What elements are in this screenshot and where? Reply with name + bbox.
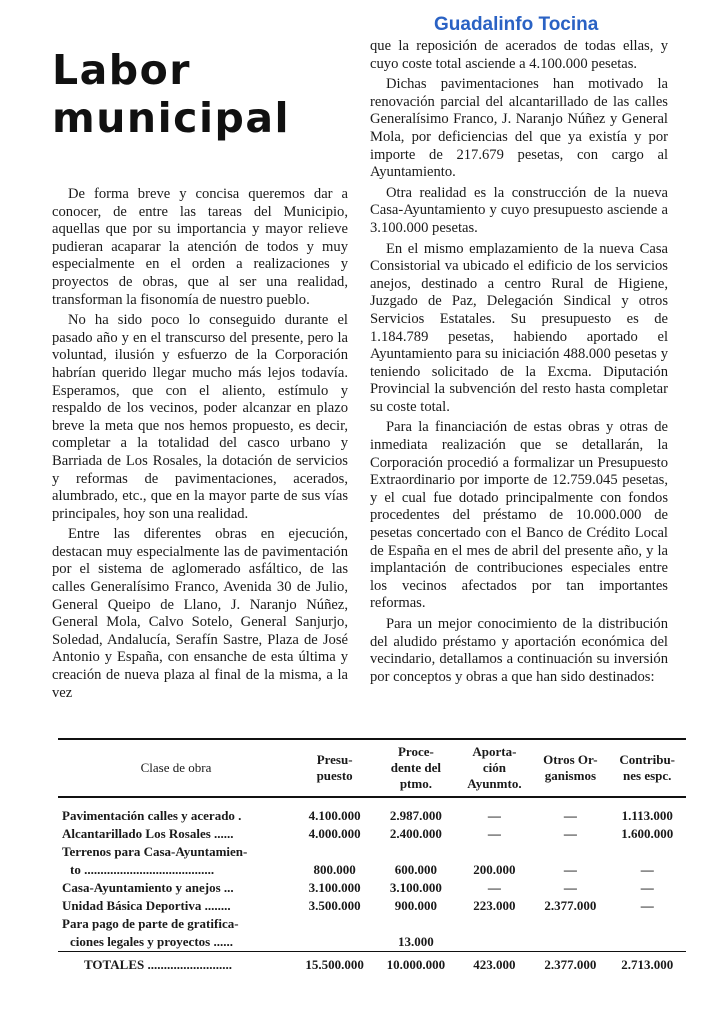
paragraph: De forma breve y concisa queremos dar a conocer, de entre las tareas del Municipio, aquellas que por su importancia y mayor relieve pudieran acaparar la atención de todos y muy especialmente en el orden a realizaciones y proyectos de obras, que al ser una realidad, transforman la fisonomía de nuestro pueblo. bbox=[52, 186, 348, 308]
table-row bbox=[58, 797, 686, 825]
cell-presupuesto bbox=[294, 933, 375, 952]
header-presupuesto: Presu- puesto bbox=[316, 752, 353, 783]
paragraph: No ha sido poco lo conseguido durante el pasado año y en el transcurso del presente, pero la voluntad, ilusión y esfuerzo de la Corporación habrían querido llegar mucho más lejos todavía. Esperamos, que con el aliento, estímulo y respaldo de los vecinos, poder alcanzar en plazo breve la meta que nos hemos propuesto, es decir, completar a la totalidad del casco urbano y Barriada de Los Rosales, la dotación de servicios y reformas de pavimentaciones, acerados, alumbrado, etc., que en la mayor parte de sus vías principales, hoy son una realidad. bbox=[52, 312, 348, 522]
row-desc: Alcantarillado Los Rosales ...... bbox=[62, 826, 234, 841]
table-row bbox=[58, 897, 686, 915]
header-aportacion: Aporta- ción Ayunmto. bbox=[467, 744, 522, 791]
cell-prestamo: 900.000 bbox=[394, 898, 438, 913]
cell-presupuesto: 800.000 bbox=[313, 862, 356, 877]
cell-otros: — bbox=[563, 880, 577, 895]
cell-presupuesto: 4.000.000 bbox=[308, 826, 361, 841]
left-column bbox=[52, 186, 348, 705]
table-row bbox=[58, 915, 686, 933]
watermark-label: Guadalinfo Tocina bbox=[434, 14, 599, 35]
cell-contrib: 1.600.000 bbox=[621, 826, 674, 841]
table-row bbox=[58, 825, 686, 843]
cell-aportacion: — bbox=[487, 826, 501, 841]
row-desc: Pavimentación calles y acerado . bbox=[62, 808, 242, 823]
paragraph: Dichas pavimentaciones han motivado la renovación parcial del alcantarillado de las calles Generalísimo Franco, J. Naranjo Núñez y General Mola, por deficiencias del que ya existía y por importe de 217.679 pesetas, con cargo al Ayuntamiento. bbox=[370, 76, 668, 181]
paragraph: que la reposición de acerados de todas ellas, y cuyo coste total asciende a 4.100.000 pesetas. bbox=[370, 38, 668, 72]
table-header-row bbox=[58, 739, 686, 797]
cell-otros bbox=[532, 933, 608, 952]
cell-otros: — bbox=[563, 826, 577, 841]
total-prestamo: 10.000.000 bbox=[375, 952, 456, 975]
cell-contrib bbox=[608, 933, 686, 952]
cell-prestamo: 600.000 bbox=[394, 862, 438, 877]
cell-contrib: 1.113.000 bbox=[621, 808, 673, 823]
article-title bbox=[52, 46, 290, 142]
title-line-2: municipal bbox=[52, 94, 291, 142]
cell-aportacion: 200.000 bbox=[473, 862, 516, 877]
header-otros-organismos: Otros Or- ganismos bbox=[543, 752, 598, 783]
table-row bbox=[58, 861, 686, 879]
cell-contrib: — bbox=[640, 898, 654, 913]
works-table bbox=[58, 738, 686, 974]
total-otros: 2.377.000 bbox=[532, 952, 608, 975]
paragraph: Para un mejor conocimiento de la distribución del aludido préstamo y aportación económica del vecindario, detallamos a continuación su inversión por conceptos y obras a que han sido destinados: bbox=[370, 616, 668, 685]
row-desc-cont: ciones legales y proyectos ...... bbox=[70, 934, 233, 949]
header-prestamo: Proce- dente del ptmo. bbox=[390, 744, 441, 791]
total-presupuesto: 15.500.000 bbox=[294, 952, 375, 975]
cell-otros: — bbox=[563, 808, 577, 823]
table-row bbox=[58, 843, 686, 861]
cell-otros: 2.377.000 bbox=[544, 898, 597, 913]
cell-aportacion: — bbox=[487, 808, 501, 823]
table-row bbox=[58, 933, 686, 952]
paragraph: Para la financiación de estas obras y otras de inmediata realización que se detallarán, la Corporación procedió a formalizar un Presupuesto Extraordinario por importe de 12.759.045 pesetas, y el cual fue dotado principalmente con fondos procedentes del préstamo de 10.000.000 de pesetas concertado con el Banco de Crédito Local de España en el mes de abril del presente año, y la implantación de contribuciones especiales entre los vecinos afectados por tan importantes reformas. bbox=[370, 419, 668, 612]
row-desc-cont: to ........................................ bbox=[70, 862, 215, 877]
row-desc: Unidad Básica Deportiva ........ bbox=[62, 898, 231, 913]
cell-contrib: — bbox=[640, 880, 654, 895]
cell-otros: — bbox=[563, 862, 577, 877]
cell-prestamo: 2.987.000 bbox=[389, 808, 442, 823]
cell-aportacion: 223.000 bbox=[473, 898, 516, 913]
cell-prestamo: 3.100.000 bbox=[389, 880, 442, 895]
right-column bbox=[370, 38, 668, 689]
total-contrib: 2.713.000 bbox=[608, 952, 686, 975]
row-desc: Para pago de parte de gratifica- bbox=[62, 916, 239, 931]
row-desc: Casa-Ayuntamiento y anejos ... bbox=[62, 880, 234, 895]
title-line-1: Labor bbox=[52, 46, 192, 94]
totals-label: TOTALES .......................... bbox=[58, 952, 294, 975]
cell-contrib: — bbox=[640, 862, 654, 877]
cell-presupuesto: 3.100.000 bbox=[308, 880, 361, 895]
total-aportacion: 423.000 bbox=[457, 952, 533, 975]
paragraph: Otra realidad es la construcción de la nueva Casa-Ayuntamiento y cuyo presupuesto asciende a 3.100.000 pesetas. bbox=[370, 184, 668, 236]
paragraph: En el mismo emplazamiento de la nueva Casa Consistorial va ubicado el edificio de los servicios anejos, destinado a centro Rural de Higiene, Juzgado de Paz, Delegación Sindical y otros Servicios Estatales. Su presupuesto es de 1.184.789 pesetas, habiendo aportado el Ayuntamiento para su iniciación 488.000 pesetas y teniendo solicitado de la Excma. Diputación Provincial la subvención del resto hasta completar su coste total. bbox=[370, 240, 668, 415]
header-contribuciones: Contribu- nes espc. bbox=[619, 752, 676, 783]
paragraph: Entre las diferentes obras en ejecución, destacan muy especialmente las de pavimentación por el sistema de aglomerado asfáltico, de las calles Generalísimo Franco, Avenida 30 de Julio, General Queipo de Llano, J. Naranjo Núñez, General Mola, Calvo Sotelo, General Sanjurjo, Soledad, Andalucía, Serafín Sastre, Plaza de José Antonio y España, con ensanche de esta última y creación de nueva plaza al final de la misma, a la vez bbox=[52, 526, 348, 701]
cell-presupuesto: 4.100.000 bbox=[308, 808, 361, 823]
cell-aportacion bbox=[457, 933, 533, 952]
totals-row bbox=[58, 952, 686, 975]
cell-aportacion: — bbox=[487, 880, 501, 895]
cell-presupuesto: 3.500.000 bbox=[308, 898, 361, 913]
cell-prestamo: 2.400.000 bbox=[389, 826, 442, 841]
cell-prestamo: 13.000 bbox=[398, 934, 434, 949]
table-row bbox=[58, 879, 686, 897]
row-desc: Terrenos para Casa-Ayuntamien- bbox=[62, 844, 248, 859]
header-clase-de-obra: Clase de obra bbox=[140, 760, 212, 775]
